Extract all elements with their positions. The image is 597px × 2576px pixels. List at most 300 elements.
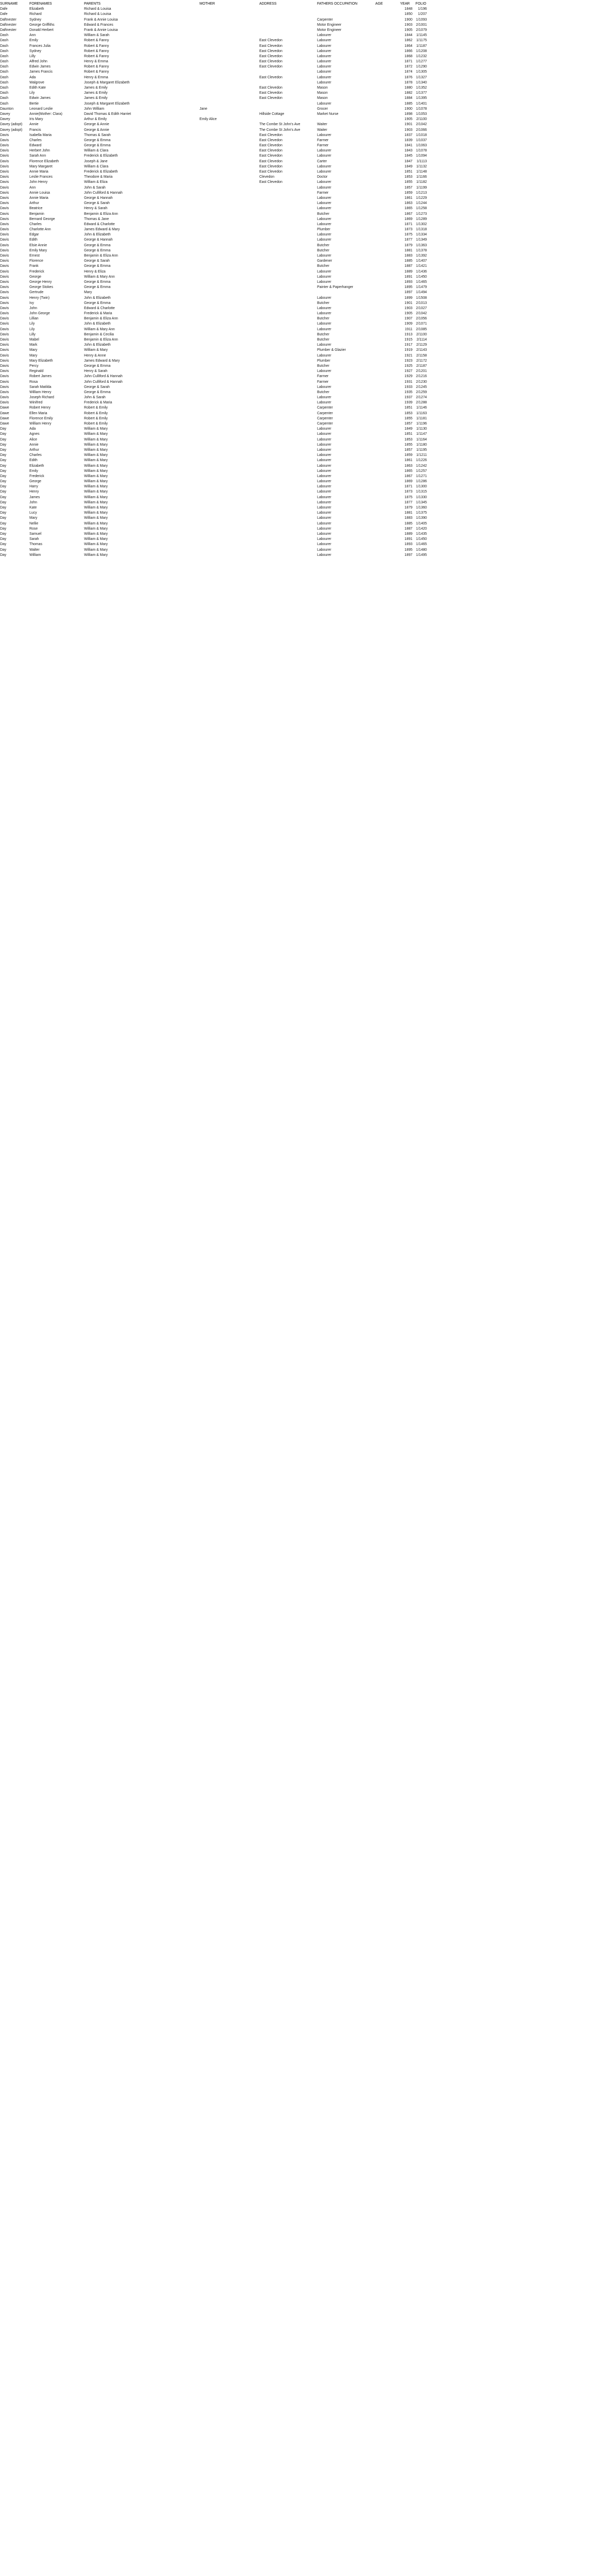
cell-age <box>374 364 399 369</box>
register-row <box>0 369 597 374</box>
cell-occupation: Motor Engineer <box>317 23 342 27</box>
cell-mother <box>198 96 258 101</box>
cell-address <box>258 542 316 547</box>
cell-mother <box>198 185 258 191</box>
cell-address <box>258 395 316 400</box>
cell-folio: 1/1147 <box>416 432 427 436</box>
cell-year: 1937 <box>404 396 412 400</box>
cell-surname: Dash <box>0 70 9 74</box>
cell-age <box>374 458 399 463</box>
register-row <box>0 54 597 59</box>
cell-occupation: Farmer <box>317 138 329 142</box>
cell-age <box>374 70 399 75</box>
cell-address <box>258 411 316 416</box>
cell-folio: 1/1495 <box>416 553 427 557</box>
cell-surname: Davis <box>0 196 9 200</box>
cell-occupation: Butcher <box>317 248 329 252</box>
cell-mother <box>198 405 258 411</box>
cell-parents: John & Sarah <box>84 396 106 400</box>
cell-parents: William & Clara <box>84 149 109 153</box>
cell-address <box>258 448 316 453</box>
cell-address <box>258 191 316 196</box>
cell-surname: Davis <box>0 233 9 237</box>
cell-surname: Day <box>0 437 7 442</box>
cell-surname: Dash <box>0 75 9 79</box>
cell-occupation: Farmer <box>317 375 329 379</box>
cell-parents: Henry & Sarah <box>84 207 108 211</box>
cell-surname: Davis <box>0 291 9 295</box>
cell-year: 1913 <box>404 332 412 336</box>
cell-forenames: John Henry <box>29 180 48 184</box>
cell-parents: Joseph & Jane <box>84 159 108 163</box>
register-row <box>0 400 597 405</box>
cell-age <box>374 238 399 243</box>
cell-forenames: Ernest <box>29 254 40 258</box>
cell-forenames: Arthur <box>29 448 39 452</box>
cell-parents: Frank & Annie Louisa <box>84 18 118 22</box>
cell-occupation: Labourer <box>317 254 331 258</box>
cell-year: 1865 <box>404 469 412 473</box>
cell-mother <box>198 59 258 64</box>
cell-parents: William & Mary <box>84 511 108 515</box>
cell-surname: Day <box>0 506 7 510</box>
cell-occupation: Carpenter <box>317 406 333 410</box>
cell-year: 1925 <box>404 364 412 368</box>
cell-age <box>374 112 399 117</box>
cell-address: East Clevedon <box>259 91 283 95</box>
register-row <box>0 253 597 259</box>
cell-forenames: Ada <box>29 75 36 79</box>
cell-address <box>258 306 316 311</box>
cell-surname: Day <box>0 548 7 552</box>
cell-forenames: Lilly <box>29 54 36 58</box>
cell-year: 1855 <box>404 443 412 447</box>
cell-mother <box>198 516 258 521</box>
cell-age <box>374 148 399 154</box>
cell-forenames: Alice <box>29 437 37 442</box>
cell-forenames: Donald Herbert <box>29 28 54 32</box>
cell-mother <box>198 275 258 280</box>
cell-address <box>258 259 316 264</box>
cell-occupation: Labourer <box>317 443 331 447</box>
cell-surname: Day <box>0 553 7 557</box>
cell-mother <box>198 285 258 290</box>
cell-parents: William & Mary <box>84 516 108 520</box>
cell-parents: Henry & Anne <box>84 353 106 358</box>
cell-folio: 2/1274 <box>416 396 427 400</box>
cell-address: The Combe St John's Ave <box>259 123 301 127</box>
cell-address <box>258 548 316 553</box>
cell-age <box>374 259 399 264</box>
cell-occupation: Labourer <box>317 164 331 168</box>
cell-surname: Davis <box>0 207 9 211</box>
cell-parents: George & Emma <box>84 144 111 148</box>
cell-surname: Davis <box>0 248 9 252</box>
cell-mother <box>198 33 258 38</box>
cell-mother: Emily Alice <box>200 117 217 122</box>
register-row <box>0 206 597 211</box>
cell-parents: Robert & Emily <box>84 422 108 426</box>
cell-address <box>258 248 316 253</box>
register-row <box>0 548 597 553</box>
cell-occupation: Mason <box>317 86 328 90</box>
cell-folio: 1/1345 <box>416 500 427 504</box>
cell-year: 1874 <box>404 70 412 74</box>
cell-parents: David Thomas & Edith Harriet <box>84 112 131 116</box>
register-row <box>0 232 597 238</box>
cell-year: 1877 <box>404 500 412 504</box>
cell-folio: 2/1114 <box>416 338 427 342</box>
cell-year: 1849 <box>404 164 412 168</box>
cell-parents: John William <box>84 107 105 111</box>
cell-folio: 2/1187 <box>416 364 427 368</box>
cell-age <box>374 128 399 133</box>
cell-parents: Edward & Charlotte <box>84 306 115 310</box>
cell-parents: George & Emma <box>84 243 111 247</box>
cell-forenames: Bernard George <box>29 217 55 221</box>
cell-folio: 2/1056 <box>416 317 427 321</box>
cell-parents: George & Annie <box>84 123 109 127</box>
cell-parents: Benjamin & Cecilia <box>84 332 114 336</box>
cell-age <box>374 395 399 400</box>
cell-folio: 2/1172 <box>416 359 427 363</box>
cell-parents: William & Mary <box>84 469 108 473</box>
cell-mother <box>198 348 258 353</box>
cell-folio: 1/1465 <box>416 543 427 547</box>
cell-mother <box>198 128 258 133</box>
cell-year: 1887 <box>404 527 412 531</box>
cell-parents: William & Mary <box>84 543 108 547</box>
cell-forenames: Iris Mary <box>29 117 43 122</box>
cell-mother <box>198 437 258 443</box>
register-row <box>0 311 597 316</box>
cell-forenames: Emily Mary <box>29 248 47 252</box>
cell-occupation: Labourer <box>317 480 331 484</box>
cell-occupation: Butcher <box>317 243 329 247</box>
cell-age <box>374 327 399 332</box>
cell-age <box>374 500 399 505</box>
cell-mother <box>198 91 258 96</box>
cell-mother <box>198 49 258 54</box>
cell-occupation: Butcher <box>317 317 329 321</box>
cell-folio: 1/1340 <box>416 80 427 84</box>
cell-address <box>258 253 316 259</box>
cell-year: 1869 <box>404 480 412 484</box>
cell-surname: Davey <box>0 117 10 122</box>
cell-address <box>258 479 316 484</box>
cell-occupation: Labourer <box>317 453 331 457</box>
register-row <box>0 112 597 117</box>
cell-forenames: Ellen Maria <box>29 411 47 415</box>
col-forenames-header: FORENAMES <box>29 2 52 6</box>
cell-surname: Davis <box>0 164 9 168</box>
register-row <box>0 180 597 185</box>
cell-forenames: Benjamin <box>29 212 44 216</box>
cell-occupation <box>316 7 374 12</box>
cell-age <box>374 59 399 64</box>
cell-age <box>374 337 399 343</box>
register-row <box>0 175 597 180</box>
cell-age <box>374 18 399 23</box>
register-row <box>0 269 597 275</box>
cell-occupation: Labourer <box>317 396 331 400</box>
cell-year: 1895 <box>404 548 412 552</box>
cell-parents: George & Emma <box>84 390 111 394</box>
cell-occupation: Labourer <box>317 521 331 526</box>
cell-surname: Davis <box>0 159 9 163</box>
cell-forenames: Winifred <box>29 401 43 405</box>
cell-folio: 1/1330 <box>416 495 427 499</box>
cell-mother <box>198 532 258 537</box>
cell-mother <box>198 159 258 164</box>
cell-surname: Dash <box>0 80 9 84</box>
register-row <box>0 474 597 479</box>
cell-forenames: Arthur <box>29 201 39 206</box>
cell-mother <box>198 75 258 80</box>
cell-address <box>258 296 316 301</box>
cell-parents: William & Mary <box>84 553 108 557</box>
cell-folio: 1/1226 <box>416 459 427 463</box>
cell-occupation: Plumber & Glazier <box>317 348 346 352</box>
cell-surname: Dash <box>0 86 9 90</box>
cell-mother <box>198 343 258 348</box>
cell-surname: Davis <box>0 275 9 279</box>
cell-surname: Davis <box>0 254 9 258</box>
cell-parents: George & Emma <box>84 280 111 284</box>
cell-year: 1898 <box>404 112 412 116</box>
cell-address <box>258 437 316 443</box>
cell-occupation: Labourer <box>317 500 331 504</box>
cell-surname: Day <box>0 453 7 457</box>
cell-occupation: Labourer <box>317 322 331 326</box>
cell-address <box>258 316 316 321</box>
cell-mother <box>198 112 258 117</box>
cell-mother <box>198 101 258 107</box>
cell-folio: 1/1257 <box>416 469 427 473</box>
cell-mother <box>198 70 258 75</box>
cell-age <box>374 217 399 222</box>
cell-parents: Frederick & Maria <box>84 312 112 316</box>
cell-mother <box>198 143 258 148</box>
cell-address <box>258 238 316 243</box>
cell-year: 1873 <box>404 490 412 494</box>
cell-occupation: Labourer <box>317 154 331 158</box>
cell-year: 1844 <box>404 33 412 38</box>
cell-surname: Davis <box>0 154 9 158</box>
cell-occupation: Labourer <box>317 217 331 221</box>
cell-mother <box>198 495 258 500</box>
cell-address: The Combe St John's Ave <box>259 128 301 132</box>
cell-parents: William & Mary <box>84 500 108 504</box>
cell-parents: John & Elizabeth <box>84 296 111 300</box>
cell-occupation: Grocer <box>317 107 328 111</box>
cell-parents: William & Mary <box>84 453 108 457</box>
register-row <box>0 143 597 148</box>
cell-year: 1875 <box>404 495 412 499</box>
cell-age <box>374 122 399 127</box>
cell-age <box>374 537 399 542</box>
cell-year: 1911 <box>405 327 412 331</box>
register-row <box>0 164 597 170</box>
cell-address <box>258 227 316 232</box>
cell-forenames: Edwin James <box>29 65 51 69</box>
register-row <box>0 212 597 217</box>
cell-year: 1897 <box>404 553 412 557</box>
cell-forenames: Harry <box>29 485 38 489</box>
cell-forenames: Ada <box>29 427 36 431</box>
cell-year: 1859 <box>404 453 412 457</box>
register-row <box>0 285 597 290</box>
cell-parents: William & Mary <box>84 474 108 478</box>
register-row <box>0 458 597 463</box>
cell-address <box>258 80 316 86</box>
cell-forenames: George <box>29 275 41 279</box>
cell-year: 1933 <box>404 385 412 389</box>
cell-year: 1905 <box>404 28 412 32</box>
cell-occupation: Doctor <box>317 175 328 179</box>
cell-occupation: Labourer <box>317 432 331 436</box>
cell-mother <box>198 364 258 369</box>
cell-folio: 2/1085 <box>416 327 427 331</box>
cell-parents: Benjamin & Eliza Ann <box>84 338 118 342</box>
cell-address <box>258 321 316 327</box>
cell-occupation: Labourer <box>317 306 331 310</box>
cell-surname: Davey (adopt) <box>0 128 23 132</box>
cell-folio: 2/1100 <box>416 332 427 336</box>
cell-parents: Robert & Fanny <box>84 54 109 58</box>
register-row <box>0 280 597 285</box>
cell-age <box>374 227 399 232</box>
cell-surname: Davis <box>0 191 9 195</box>
cell-forenames: Richard <box>29 12 42 16</box>
cell-folio: 1/1037 <box>416 138 427 142</box>
cell-forenames: Herbert John <box>29 149 50 153</box>
cell-parents: John & Sarah <box>84 185 106 190</box>
cell-address <box>258 369 316 374</box>
cell-surname: Davis <box>0 170 9 174</box>
cell-mother <box>198 505 258 511</box>
cell-forenames: Frederick <box>29 474 44 478</box>
cell-address <box>258 117 316 122</box>
cell-occupation: Labourer <box>317 506 331 510</box>
cell-address <box>258 285 316 290</box>
cell-age <box>374 12 399 17</box>
cell-folio: 2/1079 <box>416 28 427 32</box>
cell-forenames: Charles <box>29 222 42 226</box>
cell-folio: 1/1305 <box>416 70 427 74</box>
cell-surname: Davis <box>0 133 9 137</box>
cell-folio: 1/1392 <box>416 254 427 258</box>
cell-forenames: Sydney <box>29 18 41 22</box>
cell-address <box>258 18 316 23</box>
cell-year: 1921 <box>404 353 412 358</box>
cell-folio: 1/1199 <box>416 185 427 190</box>
cell-surname: Davis <box>0 243 9 247</box>
cell-occupation: Labourer <box>317 385 331 389</box>
cell-address: East Clevedon <box>259 49 283 53</box>
cell-age <box>374 80 399 86</box>
cell-year: 1876 <box>404 75 412 79</box>
register-row <box>0 537 597 542</box>
register-row <box>0 227 597 232</box>
register-row <box>0 70 597 75</box>
cell-occupation: Labourer <box>317 65 331 69</box>
cell-folio: 1/1405 <box>416 521 427 526</box>
cell-parents: William & Mary Ann <box>84 327 115 331</box>
cell-mother <box>198 269 258 275</box>
cell-mother <box>198 222 258 227</box>
register-row <box>0 364 597 369</box>
cell-address <box>258 489 316 495</box>
cell-occupation: Carpenter <box>317 422 333 426</box>
cell-year: 1848 <box>404 7 412 11</box>
cell-age <box>374 385 399 390</box>
cell-address <box>258 327 316 332</box>
cell-age <box>374 28 399 33</box>
cell-forenames: William Henry <box>29 422 52 426</box>
cell-occupation: Labourer <box>317 280 331 284</box>
cell-forenames: Sydney <box>29 49 41 53</box>
cell-folio: 1/1420 <box>416 527 427 531</box>
cell-address <box>258 12 316 17</box>
cell-surname: Davis <box>0 301 9 305</box>
cell-folio: 1/1401 <box>416 101 427 106</box>
cell-surname: Dawe <box>0 411 9 415</box>
cell-year: 1900 <box>404 107 412 111</box>
cell-occupation: Painter & Paperhanger <box>317 285 354 290</box>
cell-age <box>374 117 399 122</box>
register-row <box>0 117 597 122</box>
cell-mother <box>198 416 258 421</box>
cell-address: East Clevedon <box>259 96 283 100</box>
cell-parents: William & Mary <box>84 506 108 510</box>
cell-address <box>258 380 316 385</box>
cell-surname: Davis <box>0 369 9 374</box>
cell-address <box>258 28 316 33</box>
cell-occupation: Labourer <box>317 70 331 74</box>
cell-address <box>258 469 316 474</box>
cell-folio: 1/1450 <box>416 537 427 541</box>
cell-address <box>258 264 316 269</box>
cell-age <box>374 380 399 385</box>
cell-mother <box>198 537 258 542</box>
cell-year: 1868 <box>404 54 412 58</box>
cell-mother <box>198 296 258 301</box>
cell-forenames: Frances Julia <box>29 44 51 48</box>
cell-forenames: Agnes <box>29 432 40 436</box>
cell-forenames: Emily <box>29 39 38 43</box>
register-row <box>0 527 597 532</box>
cell-folio: 1/1146 <box>416 406 427 410</box>
cell-age <box>374 96 399 101</box>
cell-age <box>374 64 399 70</box>
cell-mother <box>198 44 258 49</box>
cell-forenames: Florence <box>29 259 43 263</box>
cell-age <box>374 275 399 280</box>
cell-year: 1884 <box>404 96 412 100</box>
cell-folio: 2/1013 <box>416 301 427 305</box>
cell-forenames: Elizabeth <box>29 464 44 468</box>
cell-occupation: Butcher <box>317 364 329 368</box>
cell-mother <box>198 527 258 532</box>
cell-occupation: Labourer <box>317 75 331 79</box>
cell-occupation: Labourer <box>317 101 331 106</box>
cell-forenames: Ivy <box>29 301 34 305</box>
cell-address <box>258 537 316 542</box>
register-row <box>0 532 597 537</box>
register-row <box>0 91 597 96</box>
register-row <box>0 464 597 469</box>
